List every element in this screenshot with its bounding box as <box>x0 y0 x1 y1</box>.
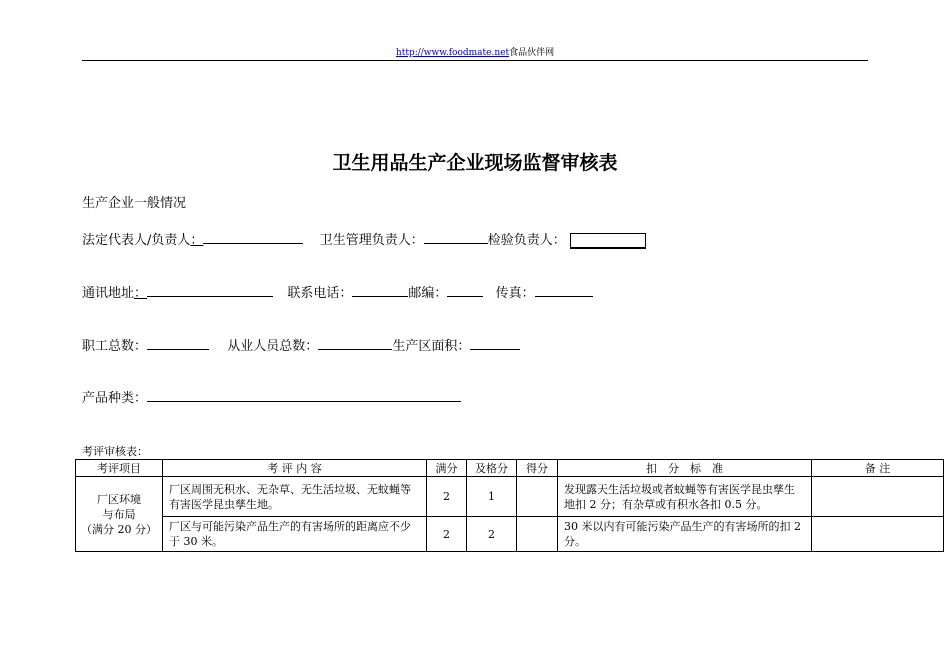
legal-rep-label: 法定代表人/负责人 <box>82 233 191 248</box>
page-header <box>82 47 868 59</box>
inspection-head-label: 检验负责人： <box>487 233 566 248</box>
hygiene-manager-label: 卫生管理负责人： <box>319 233 424 248</box>
pass-score-cell: 2 <box>467 517 517 552</box>
group-line-3: （满分 20 分） <box>81 522 157 536</box>
product-types-label: 产品种类： <box>82 391 148 406</box>
group-line-1: 厂区环境 <box>97 492 141 506</box>
deduction-cell: 30 米以内有可能污染产品生产的有害场所的扣 2 分。 <box>558 517 812 552</box>
table-header-row <box>76 460 944 477</box>
fax-label: 传真： <box>495 286 535 301</box>
header-content: 考 评 内 容 <box>163 460 427 477</box>
header-deduction: 扣 分 标 准 <box>558 460 812 477</box>
note-cell[interactable] <box>812 477 944 517</box>
pass-score-cell: 1 <box>467 477 517 517</box>
header-full-score: 满分 <box>427 460 467 477</box>
content-cell: 厂区周围无积水、无杂草、无生活垃圾、无蚊蝇等有害医学昆虫孳生地。 <box>163 477 427 517</box>
site-name: 食品伙伴网 <box>509 48 555 58</box>
group-cell <box>76 477 163 552</box>
header-pass-score: 及格分 <box>467 460 517 477</box>
header-note: 备 注 <box>812 460 944 477</box>
postcode-label: 邮编： <box>408 286 448 301</box>
document-title: 卫生用品生产企业现场监督审核表 <box>332 152 618 174</box>
full-score-cell: 2 <box>427 477 467 517</box>
total-staff-blank[interactable] <box>147 336 209 350</box>
phone-label: 联系电话： <box>287 286 353 301</box>
table-row <box>76 517 944 552</box>
header-score: 得分 <box>517 460 558 477</box>
postcode-blank[interactable] <box>447 283 483 297</box>
phone-blank[interactable] <box>352 283 408 297</box>
header-rule <box>82 60 868 61</box>
general-info-label: 生产企业一般情况 <box>82 196 187 211</box>
row-representatives: 法定代表人/负责人： 卫生管理负责人： 检验负责人： <box>82 230 646 248</box>
deduction-cell: 发现露天生活垃圾或者蚊蝇等有害医学昆虫孳生地扣 2 分；有杂草或有积水各扣 0.5 分。 <box>558 477 812 517</box>
row-products <box>82 388 461 406</box>
site-link[interactable]: http://www.foodmate.net <box>395 48 510 58</box>
address-label: 通讯地址 <box>82 286 135 301</box>
score-cell[interactable] <box>517 517 558 552</box>
row-staff <box>82 336 520 354</box>
practitioners-label: 从业人员总数： <box>227 339 319 354</box>
row-contact: 通讯地址： 联系电话： 邮编： 传真： <box>82 283 593 301</box>
inspection-head-box[interactable] <box>570 233 646 248</box>
content-cell: 厂区与可能污染产品生产的有害场所的距离应不少于 30 米。 <box>163 517 427 552</box>
hygiene-manager-blank[interactable] <box>424 230 488 244</box>
total-staff-label: 职工总数： <box>82 339 148 354</box>
production-area-label: 生产区面积： <box>392 339 471 354</box>
assessment-label: 考评审核表： <box>82 445 148 458</box>
table-row <box>76 477 944 517</box>
legal-rep-blank[interactable] <box>203 230 303 244</box>
note-cell[interactable] <box>812 517 944 552</box>
product-types-blank[interactable] <box>147 388 461 402</box>
practitioners-blank[interactable] <box>318 336 392 350</box>
group-line-2: 与布局 <box>102 507 136 521</box>
score-cell[interactable] <box>517 477 558 517</box>
production-area-blank[interactable] <box>470 336 520 350</box>
full-score-cell: 2 <box>427 517 467 552</box>
fax-blank[interactable] <box>535 283 593 297</box>
header-item: 考评项目 <box>76 460 163 477</box>
assessment-table <box>75 459 944 552</box>
address-blank[interactable] <box>147 283 273 297</box>
